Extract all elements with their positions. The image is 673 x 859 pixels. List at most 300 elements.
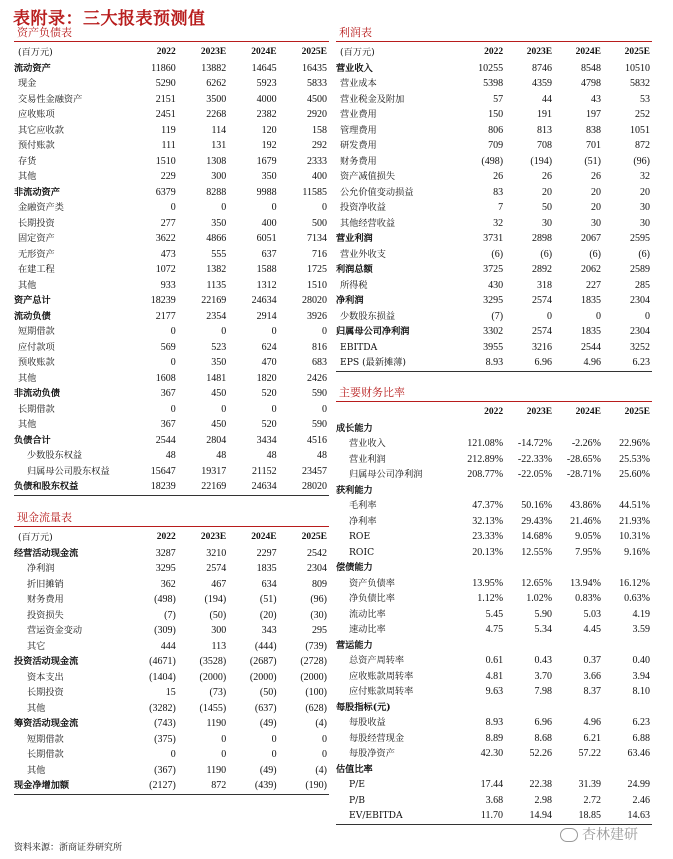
balance-sheet-table [14,42,329,496]
row-label: 营运资金变动 [27,625,83,636]
value-cell: 42.30 [480,748,504,759]
value-cell: 1190 [206,764,227,776]
value-cell: 5923 [256,78,277,89]
value-cell: -22.33% [517,453,553,465]
value-cell: 192 [261,140,277,151]
value-cell: 150 [488,109,504,120]
value-cell: 1725 [307,264,327,275]
value-cell: 2268 [206,109,227,120]
value-cell: (6) [540,248,553,260]
table-row [14,92,329,108]
value-cell: 2304 [307,563,327,574]
value-cell: (3282) [149,702,176,714]
table-row [14,716,329,732]
value-cell [505,762,554,778]
value-cell [554,483,603,499]
value-cell: 8.68 [534,732,553,744]
table-row [336,169,652,185]
table-row [336,262,652,278]
table-row [14,386,329,402]
watermark-text: 杏林建研 [582,827,638,843]
financial-ratios-panel [336,384,652,825]
value-cell: 367 [160,419,176,430]
table-row [336,793,652,809]
year-header: 2023E [526,407,553,417]
value-cell: 6051 [256,233,277,244]
value-cell: 26 [542,171,553,182]
row-label: 营业收入 [349,438,386,449]
table-row [14,247,329,263]
row-label: 金融资产类 [18,202,64,213]
row-label: 其他 [27,702,46,714]
unit-label: (百万元) [18,47,53,58]
row-label: 流动负债 [14,310,51,322]
value-cell [456,700,505,716]
value-cell: 838 [586,124,601,136]
value-cell: 8746 [532,62,553,74]
value-cell: 14.94 [505,808,554,824]
value-cell: 4.75 [485,624,504,635]
value-cell: 3434 [256,434,277,446]
table-row [14,577,329,593]
value-cell: 3622 [155,233,176,244]
row-label: 营运能力 [336,639,373,651]
table-row [336,669,652,685]
row-label: 其他经营收益 [340,217,396,229]
table-row [14,340,329,356]
table-row [336,324,652,340]
year-header: 2023E [200,532,227,542]
row-label: 资产减值损失 [340,171,396,182]
table-row [14,309,329,325]
value-cell: 4500 [307,93,327,105]
value-cell: 6.88 [632,732,650,744]
header-row [336,402,652,421]
value-cell: 637 [261,248,277,260]
value-cell: 0 [271,326,277,337]
row-label: 应付款项 [18,341,55,353]
value-cell [456,421,505,437]
value-cell: 872 [635,140,650,151]
value-cell: 11.70 [456,808,505,824]
value-cell: 300 [211,625,227,636]
value-cell: 3731 [483,233,504,244]
value-cell: 2426 [307,372,327,384]
value-cell: 569 [160,341,176,353]
value-cell: 473 [160,248,176,260]
value-cell: 9.05% [575,531,601,542]
value-cell: 2297 [256,547,277,559]
value-cell: 8.37 [583,686,601,697]
value-cell: (628) [305,702,327,714]
value-cell: (2000) [249,671,277,683]
value-cell: 15647 [150,465,176,477]
value-cell: 30 [542,217,553,229]
value-cell: (6) [638,248,650,260]
value-cell: 23457 [302,465,327,477]
value-cell: 470 [261,357,277,368]
value-cell: 29.43% [521,515,553,527]
value-cell: 555 [211,248,227,260]
value-cell: 24.99 [627,779,650,790]
value-cell: 8288 [206,186,227,198]
table-row [336,216,652,232]
value-cell [603,762,652,778]
row-label: 长期借款 [18,403,55,415]
value-cell: 26 [591,171,601,182]
value-cell: 121.08% [467,438,504,449]
row-label: 资产负债率 [349,577,395,589]
row-label: 其它应收款 [18,124,64,136]
row-label: EV/EBITDA [336,808,456,824]
row-label: 少数股东权益 [27,450,83,461]
value-cell: 523 [211,341,227,353]
value-cell: 13882 [201,62,227,74]
row-label: 营业收入 [336,62,373,74]
row-label: 营业利润 [349,453,386,465]
year-header: 2024E [575,407,601,417]
value-cell: 1308 [206,155,227,167]
row-label: 交易性金融资产 [18,93,83,105]
value-cell: 5833 [307,78,327,89]
value-cell: 2333 [307,155,327,167]
row-label: 其他 [18,171,37,182]
table-row [336,92,652,108]
value-cell: 18.85 [554,808,603,824]
year-header: 2024E [251,47,277,57]
value-cell: (2687) [249,656,277,667]
value-cell: 3295 [155,563,176,574]
value-cell: 0.63% [624,593,650,604]
value-cell: 2151 [155,93,176,105]
value-cell: 83 [493,186,504,198]
value-cell: 32 [493,217,504,229]
table-row [14,154,329,170]
year-header: 2025E [624,407,650,417]
row-label: 现金净增加额 [14,778,127,794]
table-row [336,293,652,309]
value-cell: 634 [261,578,277,590]
value-cell: 806 [488,124,504,136]
table-row [336,684,652,700]
value-cell: 15 [165,687,176,698]
value-cell: 114 [211,124,227,136]
value-cell: 2382 [256,109,277,120]
value-cell: 22.38 [529,779,553,790]
row-label: 负债合计 [14,434,51,446]
table-row [14,464,329,480]
year-header: 2023E [200,47,227,57]
value-cell [603,560,652,576]
value-cell: 277 [160,217,176,229]
value-cell: 0 [271,749,277,760]
value-cell: (49) [259,764,277,776]
value-cell: 3210 [206,547,227,559]
table-row [336,638,652,654]
value-cell [505,421,554,437]
value-cell: 3955 [483,341,504,353]
value-cell: 933 [160,279,176,291]
value-cell: 3.66 [583,670,601,682]
row-label: 研发费用 [340,140,377,151]
value-cell: 0 [170,403,176,415]
value-cell: 0 [221,403,227,415]
value-cell: (6) [491,248,504,260]
value-cell: 22169 [178,479,228,495]
value-cell: 2062 [581,264,601,275]
value-cell: 18239 [127,479,177,495]
value-cell: 4798 [581,78,601,89]
value-cell: 9988 [256,186,277,198]
value-cell: (194) [530,155,553,167]
row-label: 投资损失 [27,609,64,621]
value-cell: 17.44 [480,779,504,790]
value-cell: 6.21 [583,732,601,744]
table-row [14,639,329,655]
value-cell: (4) [315,764,327,776]
value-cell: 590 [312,388,327,399]
row-label: 现金 [18,78,37,89]
value-cell: 113 [211,640,227,652]
value-cell: 3500 [206,93,227,105]
income-statement-panel [336,24,652,372]
value-cell [505,700,554,716]
value-cell: 2067 [581,233,601,244]
value-cell [603,421,652,437]
row-label: 管理费用 [340,124,377,136]
value-cell: 4.96 [583,717,601,728]
value-cell [505,560,554,576]
value-cell: 1820 [256,372,277,384]
value-cell: 10.31% [619,531,650,542]
value-cell: 4.96 [554,355,603,371]
value-cell: 21.93% [619,515,650,527]
value-cell: (4) [315,718,327,729]
value-cell: 7.95% [575,546,601,558]
table-row [336,309,652,325]
year-header: 2025E [301,47,327,57]
table-row [14,654,329,670]
value-cell: 0.83% [575,593,601,604]
value-cell: (2000) [199,671,227,683]
value-cell: 6.96 [534,717,553,728]
table-row [14,61,329,77]
value-cell: 191 [537,109,553,120]
value-cell: 47.37% [472,500,504,511]
row-label: 应收账款周转率 [349,670,414,682]
row-label: 投资净收益 [340,202,386,213]
table-row [336,231,652,247]
row-label: 归属母公司净利润 [336,326,410,337]
value-cell: (444) [254,640,277,652]
row-label: 短期借款 [18,326,55,337]
value-cell: 24634 [251,295,277,306]
value-cell [603,483,652,499]
value-cell: (49) [259,718,277,729]
value-cell: 816 [312,341,327,353]
row-label: 营业成本 [340,78,377,89]
value-cell: 2920 [307,109,327,120]
table-row [336,123,652,139]
value-cell: 285 [635,279,650,291]
value-cell: 4866 [206,233,227,244]
row-label: 应收账项 [18,109,55,120]
row-label: 净利率 [349,515,377,527]
value-cell: 50 [542,202,553,213]
value-cell: 43.86% [570,500,601,511]
value-cell: -28.71% [566,469,601,480]
row-label: 财务费用 [27,594,64,605]
value-cell: 10510 [625,62,650,74]
value-cell: 350 [261,171,277,182]
value-cell: -2.26% [571,438,601,449]
value-cell: 590 [312,419,327,430]
value-cell: 28020 [302,295,327,306]
value-cell: 0 [170,357,176,368]
table-row [14,433,329,449]
value-cell: 21.46% [570,515,601,527]
value-cell: 0 [322,749,327,760]
value-cell: 20.13% [472,546,504,558]
value-cell: 3725 [483,264,504,275]
value-cell: 6379 [155,186,176,198]
table-row [336,762,652,778]
table-row [14,778,329,794]
value-cell: 1051 [630,124,650,136]
year-header: 2024E [575,47,601,57]
value-cell: (96) [633,155,650,167]
table-row [14,685,329,701]
unit-label: (百万元) [340,47,375,58]
value-cell: 48 [216,450,227,461]
value-cell: 1312 [256,279,277,291]
value-cell: 5.34 [534,624,553,635]
value-cell: (51) [584,155,601,167]
value-cell [505,638,554,654]
value-cell: 0 [170,326,176,337]
value-cell: 23.33% [472,531,504,542]
table-row [336,154,652,170]
table-row [14,355,329,371]
value-cell: 4.81 [485,670,504,682]
value-cell: 716 [312,248,327,260]
value-cell: 2574 [206,563,227,574]
row-label: 营业费用 [340,109,377,120]
value-cell: 2544 [581,341,601,353]
value-cell: 0 [221,749,227,760]
source-note: 资料来源：浙商证券研究所 [14,843,123,853]
value-cell: (96) [310,594,327,605]
cash-flow-panel [14,509,329,795]
value-cell: 2451 [155,109,176,120]
value-cell: 13.94% [570,577,601,589]
row-label: P/B [349,794,366,806]
value-cell: 2.46 [632,794,650,806]
value-cell: 300 [211,171,227,182]
row-label: 营业外收支 [340,248,386,260]
value-cell: 50.16% [521,500,553,511]
row-label: 归属母公司股东权益 [27,465,110,477]
table-row [14,278,329,294]
value-cell: 14.63 [603,808,652,824]
value-cell: 872 [178,778,228,794]
table-row [336,607,652,623]
value-cell: 0.61 [485,655,504,666]
value-cell: 9.16% [624,546,650,558]
table-row [14,732,329,748]
value-cell: 53 [640,93,650,105]
row-label: 每股收益 [349,717,386,728]
row-label: 长期投资 [27,687,64,698]
value-cell: 520 [261,388,277,399]
value-cell: 3.70 [534,670,553,682]
value-cell: 0 [547,310,553,322]
value-cell: 467 [211,578,227,590]
value-cell: 500 [312,217,327,229]
value-cell: 1510 [155,155,176,167]
row-label: 资本支出 [27,671,64,683]
table-row [14,402,329,418]
value-cell: (375) [154,733,176,745]
value-cell: 131 [211,140,227,151]
value-cell: 3252 [630,341,650,353]
value-cell: 31.39 [578,779,601,790]
value-cell: 3.68 [485,794,504,806]
value-cell: 6.23 [603,355,652,371]
value-cell: 120 [261,124,277,136]
table-row [336,452,652,468]
table-row [336,200,652,216]
value-cell: 2574 [532,326,553,337]
value-cell: (739) [305,640,327,652]
table-row [14,417,329,433]
value-cell: 3926 [307,310,327,322]
table-row [336,576,652,592]
table-row [14,107,329,123]
table-row [336,591,652,607]
value-cell: -22.05% [517,469,553,480]
value-cell: (100) [305,687,327,698]
value-cell: 1135 [206,279,227,291]
value-cell [505,483,554,499]
value-cell: 1481 [206,372,227,384]
value-cell: 2304 [630,295,650,306]
value-cell: 48 [165,450,176,461]
row-label: EPS (最新摊薄) [336,355,456,371]
value-cell: 0.40 [632,655,650,666]
value-cell: 701 [586,140,601,151]
header-row [14,42,329,61]
table-row [336,467,652,483]
year-header: 2022 [156,47,176,57]
row-label: EBITDA [340,341,378,353]
value-cell: 252 [635,109,650,120]
row-label: 速动比率 [349,624,386,635]
value-cell: (7) [491,310,504,322]
value-cell: 3295 [483,295,504,306]
value-cell: 0 [645,310,650,322]
page-title: 表附录：三大报表预测值 [13,9,206,29]
value-cell: 2804 [206,434,227,446]
row-label: 流动比率 [349,608,386,620]
value-cell: 7 [498,202,504,213]
table-row [336,278,652,294]
row-label: 流动资产 [14,62,51,74]
value-cell: 7134 [307,233,327,244]
table-row [336,355,652,371]
row-label: 其他 [18,372,37,384]
value-cell: 1382 [206,264,227,275]
